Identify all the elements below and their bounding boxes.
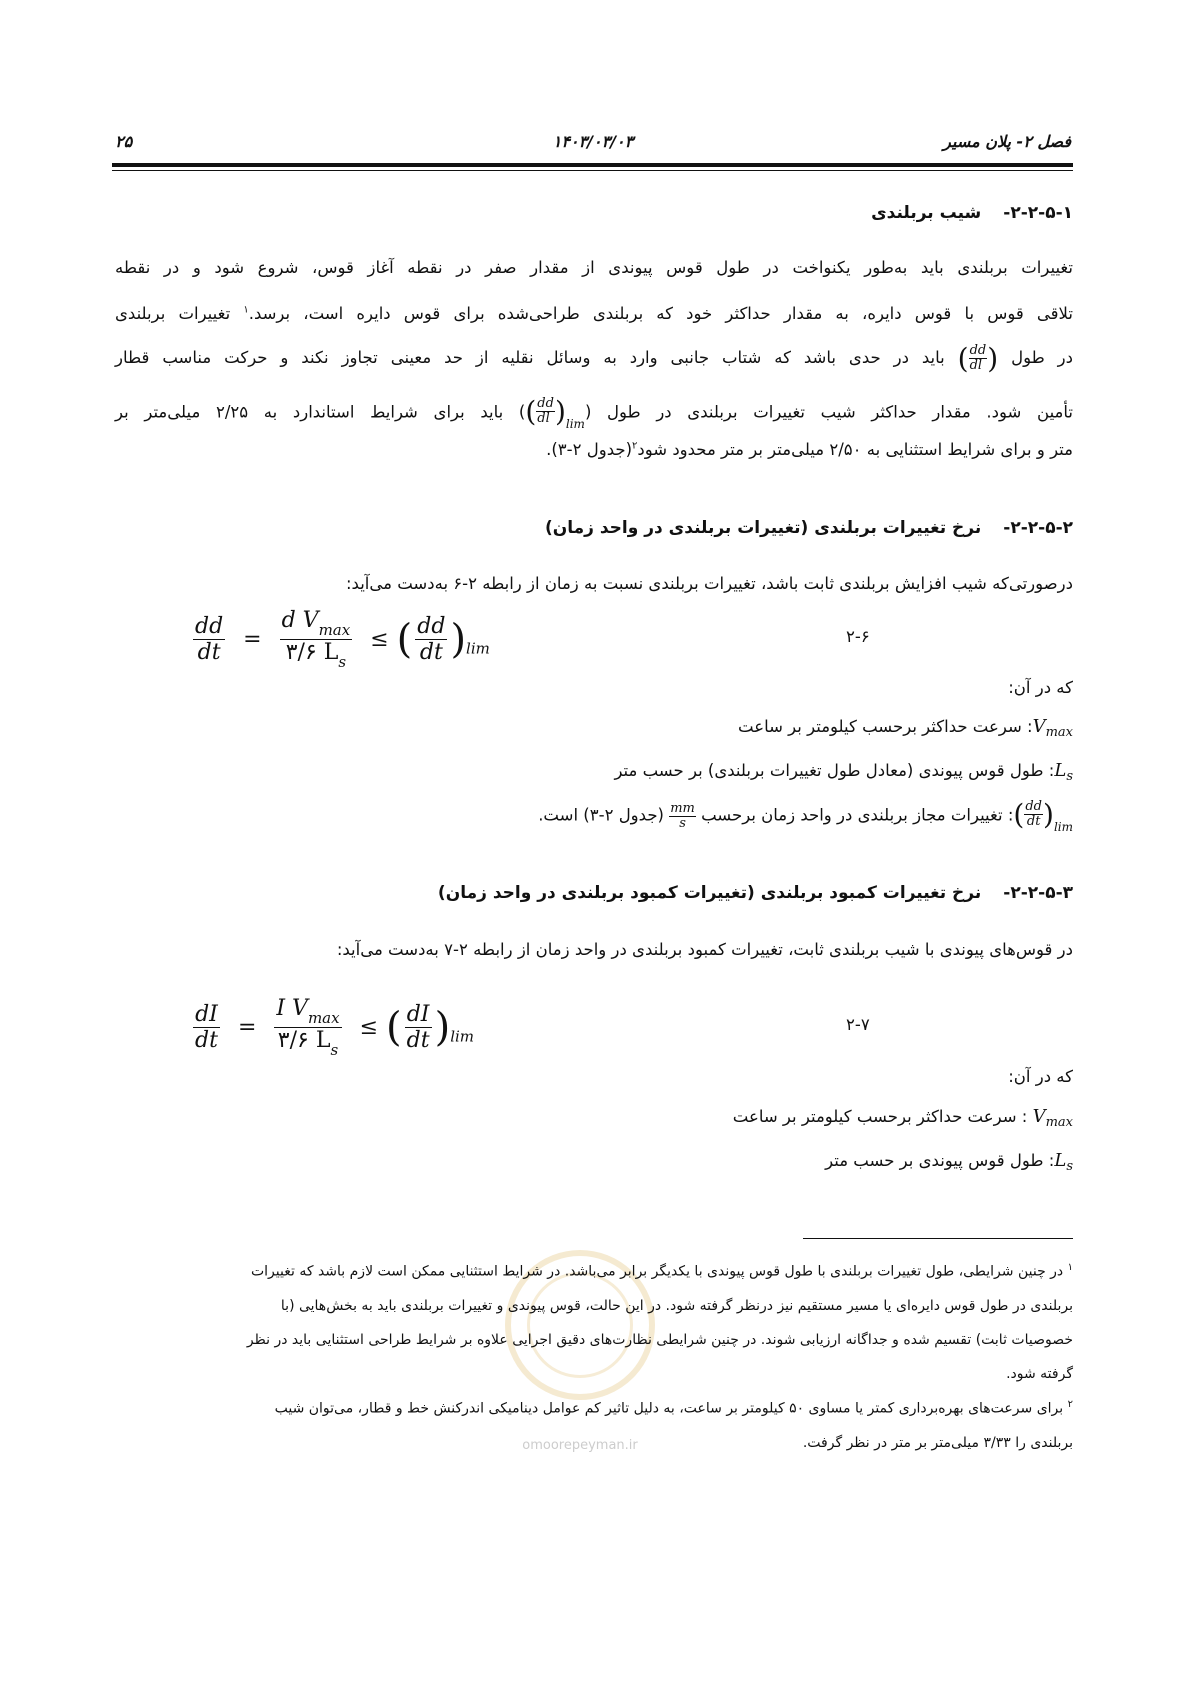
inline-formula-dd-dl-lim: ( $\frac{dd}{dl}$ )$_{lim}$ (525, 395, 585, 431)
equation-number: ۲-۶ (846, 627, 870, 646)
section-heading-3 (438, 883, 1073, 903)
section-heading-1 (871, 203, 1073, 223)
symbol-vmax: $V_{max}$ (1032, 716, 1073, 740)
definition-vmax: $V_{max}$: سرعت حداکثر برحسب کیلومتر بر ساعت (738, 716, 1073, 740)
paragraph-line: در قوس‌های پیوندی با شیب بربلندی ثابت، تغییرات کمبود بربلندی در واحد زمان از رابطه ۲-۷ به‌دست می‌آید: (336, 940, 1073, 959)
inline-formula-dd-dl: ( $\frac{dd}{dl}$ ) (957, 342, 999, 375)
section-title: نرخ تغییرات کمبود بربلندی (تغییرات کمبود بربلندی در واحد زمان) (437, 883, 982, 903)
header-date: ۱۴۰۳/۰۳/۰۳ (552, 132, 634, 151)
page-number: ۲۵ (115, 132, 133, 151)
definition-ls: $L_s$: طول قوس پیوندی (معادل طول تغییرات بربلندی) بر حسب متر (614, 760, 1073, 784)
definition-ls: $L_s$: طول قوس پیوندی بر حسب متر (825, 1150, 1073, 1174)
footnote-ref: ۲ (632, 440, 638, 452)
footnote-separator (803, 1238, 1073, 1239)
paragraph-line: در طول ( $\frac{dd}{dl}$ ) باید در حدی باشد که شتاب جانبی وارد به وسائل نقلیه از حد معینی تجاوز نکند و حرکت مناسب قطار (115, 342, 1073, 375)
definition-vmax: $V_{max}$ : سرعت حداکثر برحسب کیلومتر بر ساعت (732, 1106, 1073, 1130)
footnote-ref: ۱ (243, 304, 249, 316)
paragraph-line: درصورتی‌که شیب افزایش بربلندی ثابت باشد، تغییرات بربلندی نسبت به زمان از رابطه ۲-۶ به‌دست می‌آید: (345, 574, 1073, 593)
where-label: که در آن: (1008, 678, 1073, 697)
paragraph-line: تغییرات بربلندی باید به‌طور یکنواخت در طول قوس پیوندی از مقدار صفر در نقطه آغاز قوس، شروع شود و در نقطه (115, 258, 1073, 277)
where-label: که در آن: (1008, 1067, 1073, 1086)
definition-lim: ( $\frac{dd}{dt}$ )$_{lim}$: تغییرات مجاز بربلندی در واحد زمان برحسب $\frac{mm}{s}$ (جدول ۲-۳) است. (538, 798, 1073, 834)
section-number: ۲-۲-۵-۳- (1003, 883, 1073, 903)
paragraph-line: تأمین شود. مقدار حداکثر شیب تغییرات بربلندی در طول (( $\frac{dd}{dl}$ )$_{lim}$) باید برای شرایط استاندارد به ۲/۲۵ میلی‌متر بر (115, 395, 1073, 431)
section-title: نرخ تغییرات بربلندی (تغییرات بربلندی در واحد زمان) (544, 518, 982, 538)
section-heading-2 (545, 518, 1073, 538)
equation-number: ۲-۷ (846, 1015, 870, 1034)
section-title: شیب بربلندی (871, 203, 982, 223)
watermark-text: omoorepeyman.ir (522, 1438, 638, 1453)
footnote-mark: ۱ (1067, 1262, 1073, 1273)
footnote-2: $^۲$ برای سرعت‌های بهره‌برداری کمتر یا مساوی ۵۰ کیلومتر بر ساعت، به دلیل تاثیر کم عوامل دینامیکی اندرکنش خط و قطار، می‌توان شیب بربلندی را ۳/۳۳ میلی‌متر بر متر در نظر گرفت. (274, 1399, 1073, 1451)
header-rule-thin (112, 170, 1073, 171)
header-rule-thick (112, 163, 1073, 167)
chapter-title: فصل ۲- پلان مسیر (943, 132, 1071, 151)
symbol-ls: $L_s$ (1054, 760, 1073, 784)
symbol-ls: $L_s$ (1054, 1150, 1073, 1174)
paragraph-line: متر و برای شرایط استثنایی به ۲/۵۰ میلی‌متر بر متر محدود شود$^۲$(جدول ۲-۳). (546, 440, 1073, 459)
footnote-1: $^۱$ در چنین شرایطی، طول تغییرات بربلندی با طول قوس پیوندی با یکدیگر برابر می‌باشد. در شرایط استثنایی ممکن است لازم باشد که تغییرات بربلندی در طول قوس دایره‌ای یا مسیر مستقیم نیز درنظر گرفته شود. در این حالت، قوس پیوندی و تغییرات بربلندی باید به بخش‌هایی (با خصوصیات ثابت) تقسیم شده و جداگانه ارزیابی شوند. در چنین شرایطی نظارت‌های دقیق اجرایی علاوه بر شرایط طراحی استثنایی باید در نظر گرفته شود. (246, 1262, 1073, 1382)
section-number: ۲-۲-۵-۲- (1003, 518, 1073, 538)
equation-2-6: $\frac{dd}{dt}$ = $\frac{d V_{max}}{۳/۶ L_s}$ ≤ ( $\frac{dd}{dt}$ )$_{lim}$ (195, 608, 490, 671)
section-number: ۲-۲-۵-۱- (1003, 203, 1073, 223)
paragraph-line: تلاقی قوس با قوس دایره، به مقدار حداکثر خود که بربلندی طراحی‌شده برای قوس دایره است، برسد.$^۱$ تغییرات بربلندی (115, 304, 1073, 323)
footnote-mark: ۲ (1067, 1399, 1073, 1410)
equation-2-7: $\frac{dI}{dt}$ = $\frac{I V_{max}}{۳/۶ L_s}$ ≤ ( $\frac{dI}{dt}$ )$_{lim}$ (195, 996, 475, 1059)
unit-mm-per-s: $\frac{mm}{s}$ (670, 800, 695, 831)
symbol-vmax: $V_{max}$ (1032, 1106, 1073, 1130)
page-header (115, 128, 1071, 158)
symbol-dd-dt-lim: ( $\frac{dd}{dt}$ )$_{lim}$ (1013, 798, 1073, 834)
